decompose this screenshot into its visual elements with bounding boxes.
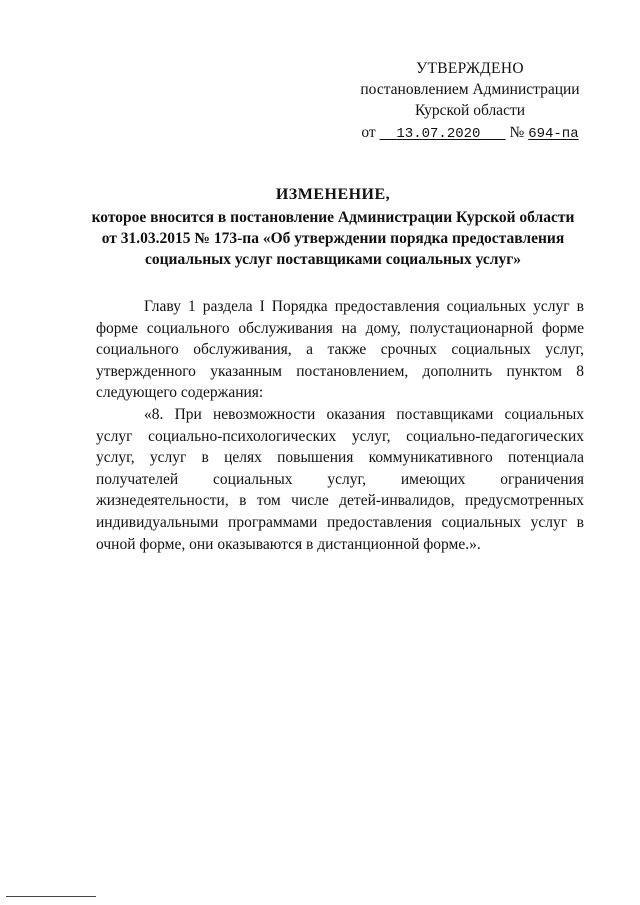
document-body (96, 296, 584, 555)
approval-authority: постановлением Администрации (360, 81, 580, 98)
paragraph-2: «8. При невозможности оказания поставщиками социальных услуг социально-психологических услуг, социально-педагогических услуг, услуг в целях повышения коммуникативного потенциала получателей социальных услуг, имеющих ограничения жизнедеятельности, в том числе детей-инвалидов, предусмотренных индивидуальными программами предоставления социальных услуг в очной форме, они оказываются в дистанционной форме.». (96, 405, 584, 553)
footer-divider (6, 896, 96, 897)
approval-heading: УТВЕРЖДЕНО (416, 60, 524, 77)
title-main: ИЗМЕНЕНИЕ, (275, 186, 391, 203)
number-prefix: № (509, 124, 525, 141)
approval-date: 13.07.2020 (396, 126, 481, 142)
title-line-3: социальных услуг поставщиками социальных услуг» (144, 251, 522, 268)
paragraph-1: Главу 1 раздела I Порядка предоставления социальных услуг в форме социального обслуживания на дому, полустационарной форме социального обслуживания, а также срочных социальных услуг, утвержденного указанным постановлением, дополнить пунктом 8 следующего содержания: (96, 298, 584, 402)
date-prefix: от (361, 124, 376, 141)
title-line-1: которое вносится в постановление Администрации Курской области (91, 209, 575, 226)
approval-number: 694-па (528, 126, 579, 142)
approval-stamp (350, 58, 590, 145)
approval-region: Курской области (414, 102, 526, 119)
document-title (80, 184, 586, 270)
approval-date-line (350, 122, 590, 145)
title-line-2: от 31.03.2015 № 173-па «Об утверждении порядка предоставления (101, 230, 565, 247)
